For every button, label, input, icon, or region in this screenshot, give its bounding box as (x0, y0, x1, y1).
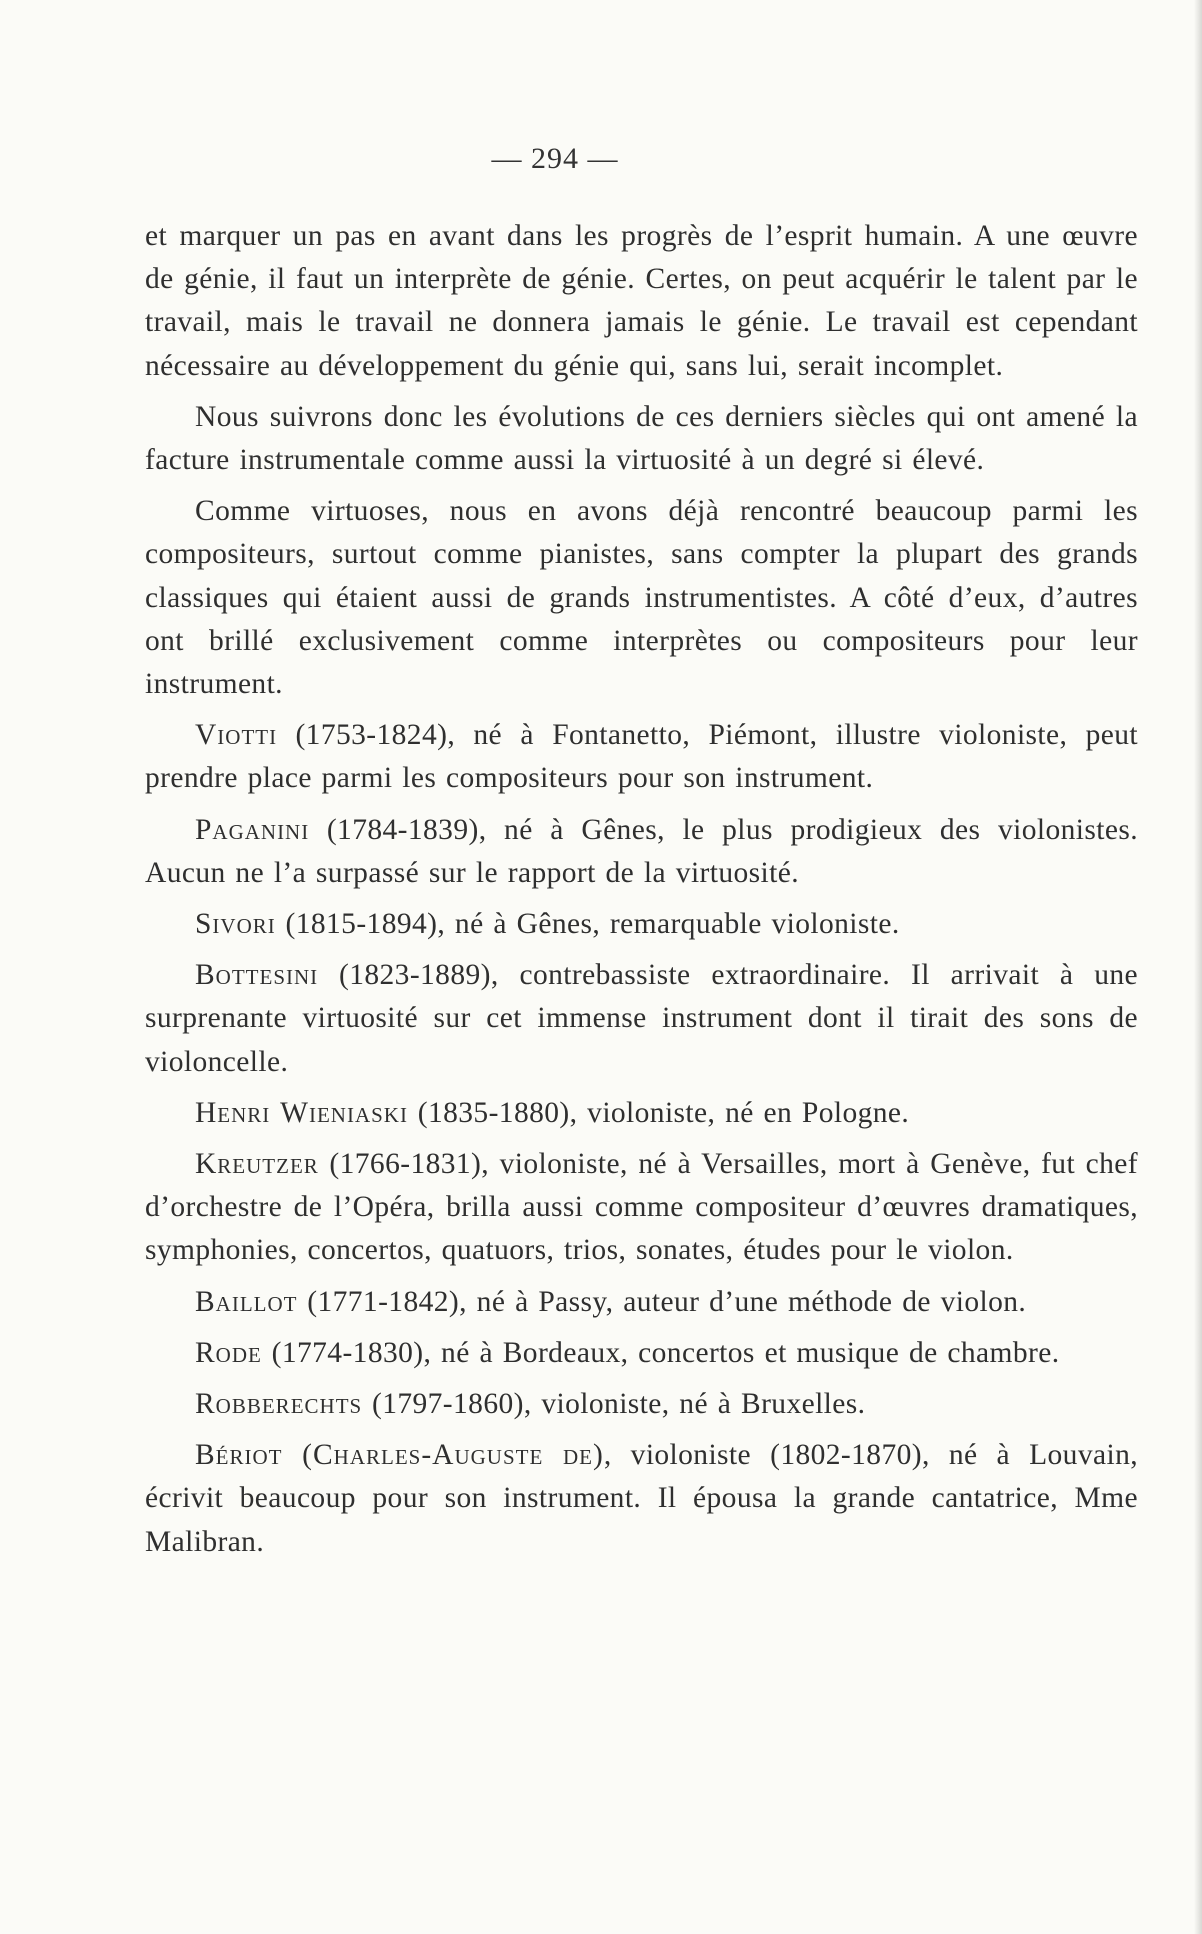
entry-kreutzer (145, 1143, 1138, 1273)
person-name: Paganini (195, 813, 310, 846)
entry-rode (145, 1332, 1138, 1375)
entry-baillot (145, 1281, 1138, 1324)
entry-text: (1797-1860), violoniste, né à Bruxelles. (362, 1388, 866, 1421)
page-number: — 294 — (491, 142, 619, 175)
entry-text: (1766-1831), violoniste, né à Versailles, mort à Genève, fut chef d’orchestre de l’Opéra, brilla aussi comme compositeur d’œuvres dramatiques, symphonies, concertos, quatuors, trios, sonates, études pour le violon. (145, 1148, 1138, 1267)
paragraph-evolutions (145, 396, 1138, 482)
person-name: Robberechts (195, 1388, 363, 1421)
entry-text: (1774-1830), né à Bordeaux, concertos et musique de chambre. (261, 1336, 1060, 1369)
entry-paganini (145, 809, 1138, 895)
entry-beriot (145, 1434, 1138, 1564)
paragraph-text: Nous suivrons donc les évolutions de ces derniers siècles qui ont amené la facture instrumentale comme aussi la virtuosité à un degré si élevé. (145, 400, 1138, 477)
entry-text: , violoniste (1802-1870), né à Louvain, écrivit beaucoup pour son instrument. Il épousa la grande cantatrice, Mme Malibran. (145, 1439, 1138, 1558)
paragraph-continuation (145, 215, 1138, 388)
entry-wieniaski (145, 1092, 1138, 1135)
entry-text: (1835-1880), violoniste, né en Pologne. (407, 1096, 910, 1129)
person-name: Viotti (195, 719, 278, 752)
person-name: Bottesini (195, 959, 319, 992)
person-name: Baillot (195, 1285, 298, 1318)
paragraph-text: Comme virtuoses, nous en avons déjà rencontré beaucoup parmi les compositeurs, surtout comme pianistes, sans compter la plupart des grands classiques qui étaient aussi de grands instrumentistes. A côté d’eux, d’autres ont brillé exclusivement comme interprètes ou compositeurs pour leur instrument. (145, 495, 1138, 701)
body-text (145, 215, 1138, 1572)
entry-text: (1771-1842), né à Passy, auteur d’une méthode de violon. (297, 1285, 1027, 1318)
entry-viotti (145, 714, 1138, 800)
entry-text: (1784-1839), né à Gênes, le plus prodigieux des violonistes. Aucun ne l’a surpassé sur le rapport de la virtuosité. (145, 813, 1138, 889)
entry-text: (1753-1824), né à Fontanetto, Piémont, illustre violoniste, peut prendre place parmi les compositeurs pour son instrument. (145, 719, 1138, 795)
person-name: Rode (195, 1336, 262, 1369)
entry-sivori (145, 903, 1138, 946)
person-name: Bériot (Charles-Auguste de) (195, 1439, 604, 1472)
paragraph-virtuoses (145, 490, 1138, 706)
entry-text: (1815-1894), né à Gênes, remarquable violoniste. (275, 908, 900, 941)
person-name: Sivori (195, 908, 276, 941)
entry-bottesini (145, 954, 1138, 1084)
entry-robberechts (145, 1383, 1138, 1426)
person-name: Henri Wieniaski (195, 1096, 408, 1129)
paragraph-text: et marquer un pas en avant dans les progrès de l’esprit humain. A une œuvre de génie, il faut un interprète de génie. Certes, on peut acquérir le talent par le travail, mais le travail ne donnera jamais le génie. Le travail est cependant nécessaire au développement du génie qui, sans lui, serait incomplet. (145, 220, 1138, 382)
person-name: Kreutzer (195, 1148, 319, 1181)
entry-text: (1823-1889), contrebassiste extraordinaire. Il arrivait à une surprenante virtuosité sur cet immense instrument dont il tirait des sons de violoncelle. (145, 959, 1138, 1078)
page-edge-shadow (1194, 0, 1202, 1934)
